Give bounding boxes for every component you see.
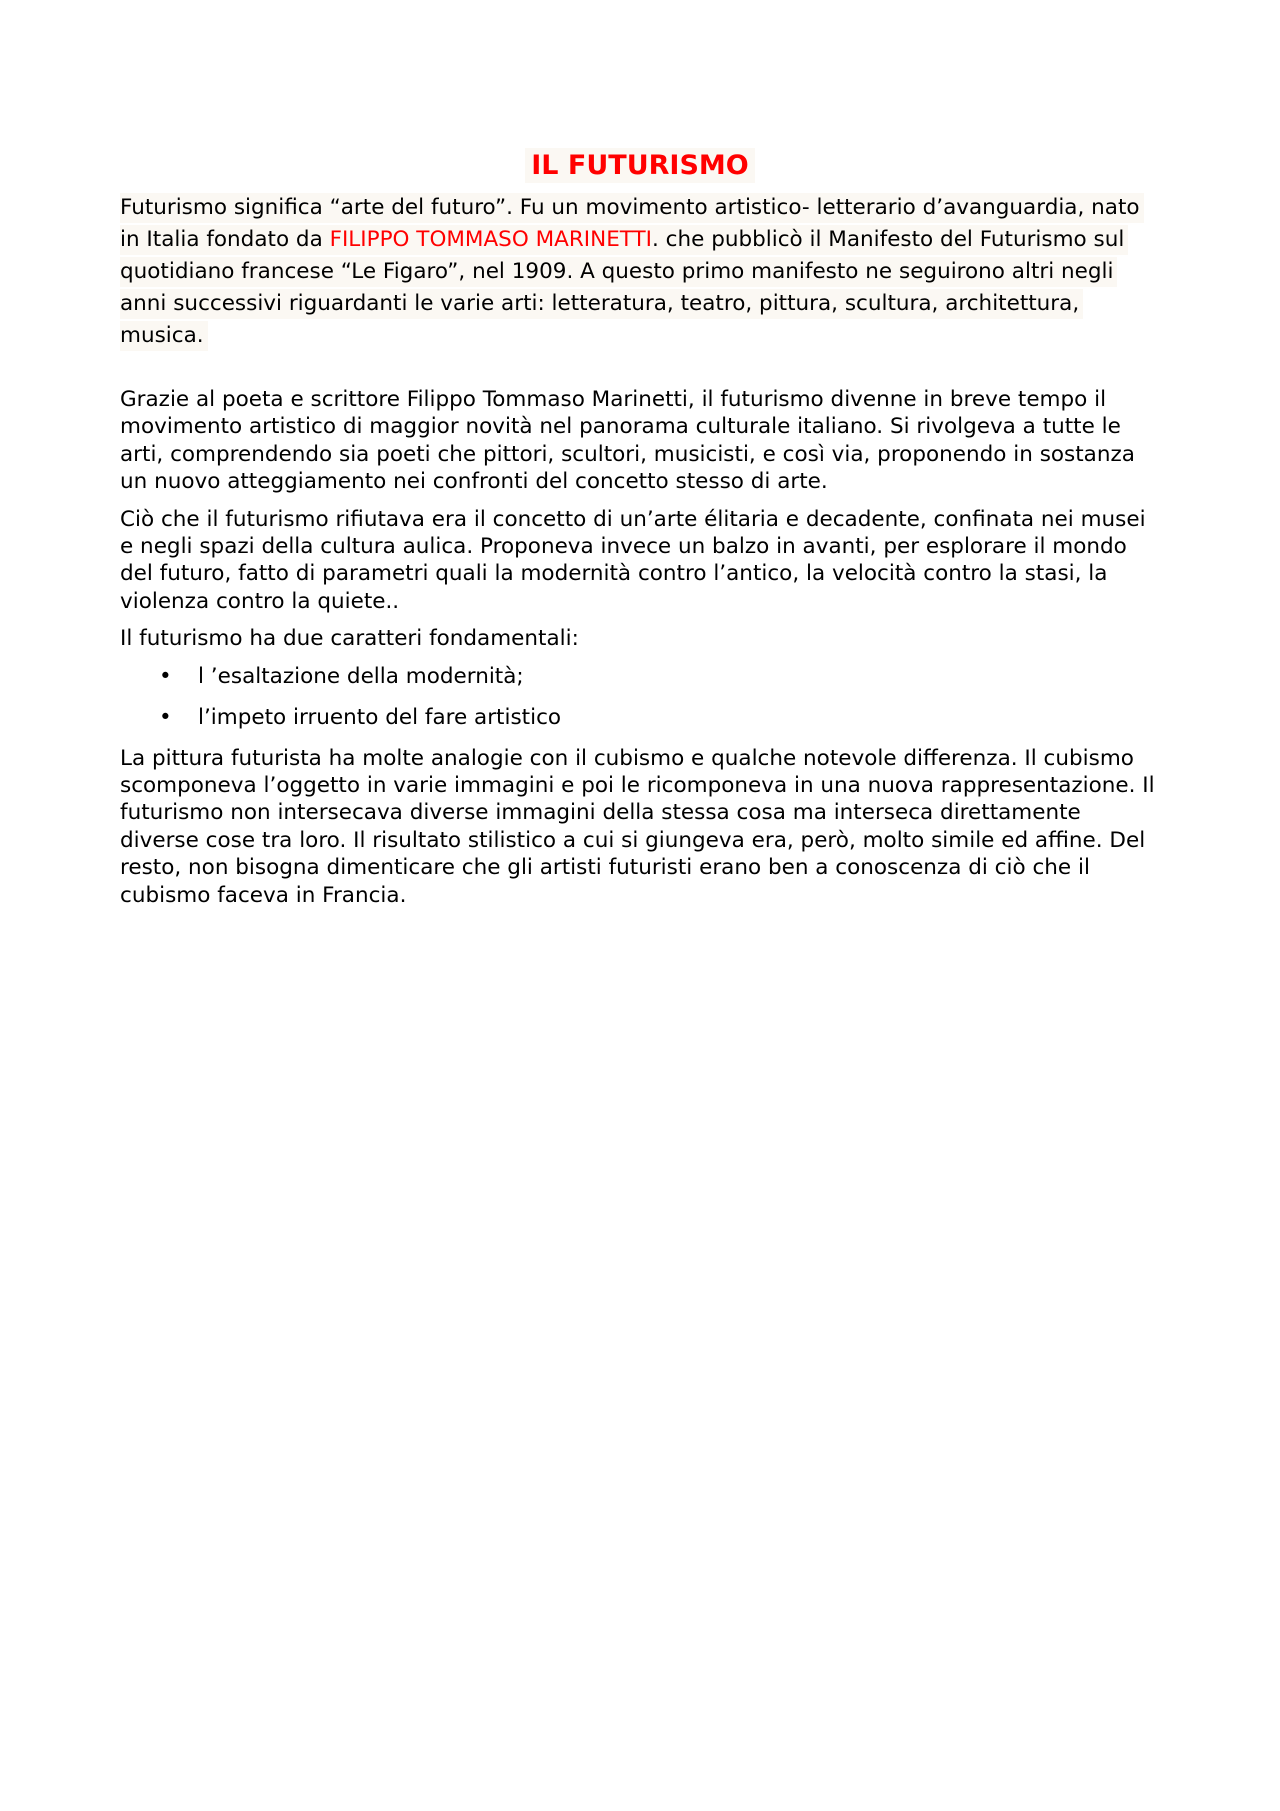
paragraph-marinetti: Grazie al poeta e scrittore Filippo Tommaso Marinetti, il futurismo divenne in breve tempo il movimento artistico di maggior novità nel panorama culturale italiano. Si rivolgeva a tutte le arti, comprendendo sia poeti che pittori, scultori, musicisti, e così via, proponendo in sostanza un nuovo atteggiamento nei confronti del concetto stesso di arte.	[120, 387, 1135, 495]
list-item-text: l ’esaltazione della modernità;	[198, 663, 524, 689]
list-item	[120, 704, 1160, 731]
intro-text-end: . che pubblicò il Manifesto del Futurismo sul quotidiano francese “Le Figaro”, nel 1909. A questo primo manifesto ne seguirono altri negli anni successivi riguardanti le varie arti: letteratura, teatro, pittura, scultura, architettura, musica.	[120, 227, 1125, 348]
paragraph-characteristics-intro: Il futurismo ha due caratteri fondamentali:	[120, 626, 579, 652]
intro-highlight	[120, 193, 1144, 351]
intro-text-start: Futurismo significa “arte del futuro”. Fu un movimento artistico- letterario d’avanguardia, nato in Italia fondato da	[120, 195, 1140, 252]
intro-paragraph	[120, 192, 1156, 352]
characteristics-list	[120, 663, 1160, 731]
document-page	[120, 148, 1160, 919]
paragraph-rejection: Ciò che il futurismo rifiutava era il concetto di un’arte élitaria e decadente, confinata nei musei e negli spazi della cultura aulica. Proponeva invece un balzo in avanti, per esplorare il mondo del futuro, fatto di parametri quali la modernità contro l’antico, la velocità contro la stasi, la violenza contro la quiete..	[120, 506, 1146, 614]
list-item	[120, 663, 1160, 690]
paragraph-cubism: La pittura futurista ha molte analogie con il cubismo e qualche notevole differenza. Il cubismo scomponeva l’oggetto in varie immagini e poi le ricomponeva in una nuova rappresentazione. Il futurismo non intersecava diverse immagini della stessa cosa ma interseca direttamente diverse cose tra loro. Il risultato stilistico a cui si giungeva era, però, molto simile ed affine. Del resto, non bisogna dimenticare che gli artisti futuristi erano ben a conoscenza di ciò che il cubismo faceva in Francia.	[120, 745, 1155, 908]
page-title-text: IL FUTURISMO	[525, 148, 754, 183]
founder-name: FILIPPO TOMMASO MARINETTI	[329, 227, 653, 252]
list-item-text: l’impeto irruento del fare artistico	[198, 704, 562, 730]
bullet-icon: •	[159, 704, 172, 730]
page-title	[120, 148, 1160, 184]
bullet-icon: •	[159, 663, 172, 689]
